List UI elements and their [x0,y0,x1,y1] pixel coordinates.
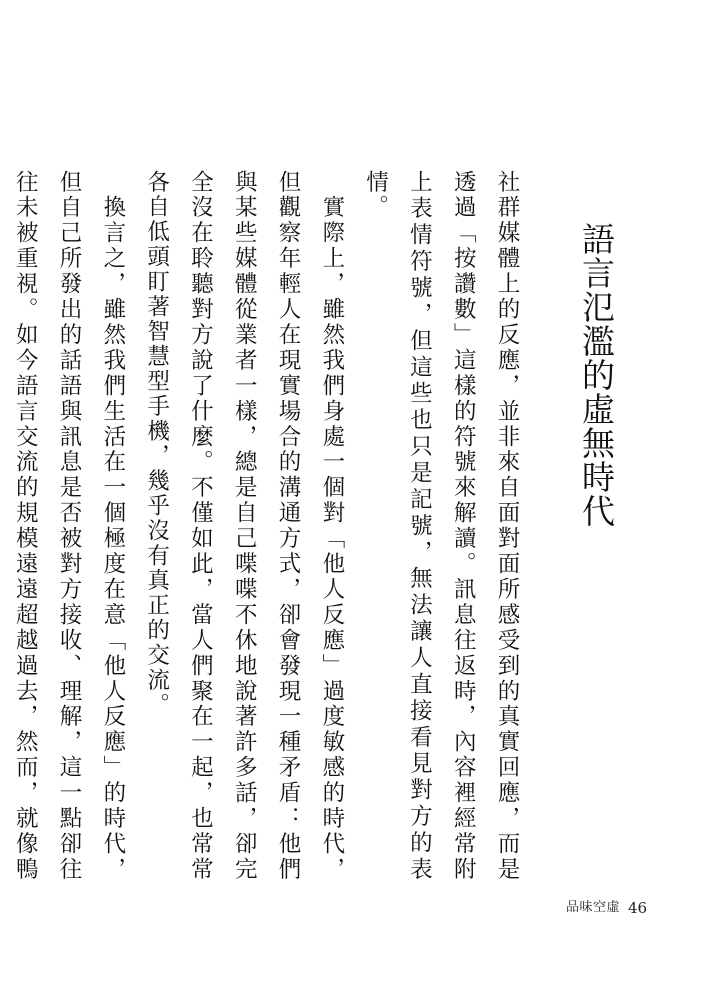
running-footer-book-title: 品味空虛 [566,900,621,915]
paragraph-2: 實際上，雖然我們身處一個對「他人反應」過度敏感的時代，但觀察年輕人在現實場合的溝通方式，卻會發現一種矛盾：他們與某些媒體從業者一樣，總是自己喋喋不休地說著許多話，卻完全沒在聆聽對方說了什麼。不僅如此，當人們聚在一起，也常常各自低頭盯著智慧型手機，幾乎沒有真正的交流。 [143,170,345,882]
page-number: 46 [628,899,648,917]
body-text [12,170,528,882]
chapter-title: 語言氾濫的虛無時代 [577,222,616,528]
paragraph-3: 換言之，雖然我們生活在一個極度在意「他人反應」的時代，但自己所發出的話語與訊息是否被對方接收、理解，這一點卻往往未被重視。如今語言交流的規模遠遠超越過去，然而，就像鴨 [12,170,126,882]
paragraph-1: 社群媒體上的反應，並非來自面對面所感受到的真實回應，而是透過「按讚數」這樣的符號來解讀。訊息往返時，內容裡經常附上表情符號，但這些也只是記號，無法讓人直接看見對方的表情。 [362,170,520,882]
